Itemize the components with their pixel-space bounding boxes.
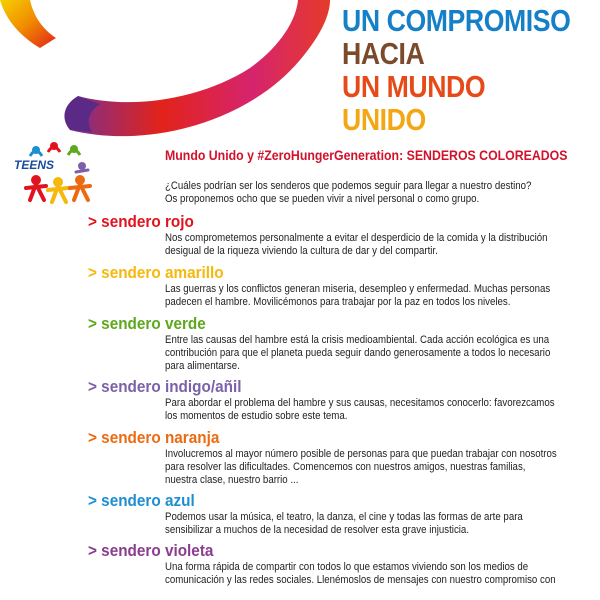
path-heading: > sendero rojo [88, 212, 194, 231]
subtitle: Mundo Unido y #ZeroHungerGeneration: SENDEROS COLOREADOS [165, 147, 568, 163]
path-section [0, 541, 600, 587]
path-description [165, 283, 596, 309]
path-description-line: Nos comprometemos personalmente a evitar el desperdicio de la comida y la distribución [165, 232, 548, 244]
intro-text [165, 180, 543, 206]
paths-list [0, 208, 600, 587]
intro-line: ¿Cuáles podrían ser los senderos que podemos seguir para llegar a nuestro destino? [165, 180, 532, 192]
path-description [165, 232, 596, 258]
path-description-line: padecen el hambre. Movilicémonos para trabajar por la paz en todos los niveles. [165, 296, 511, 308]
path-description-line: sensibilizar a muchos de la necesidad de resolver esta grave injusticia. [165, 524, 470, 536]
path-description-line: Una forma rápida de compartir con todos lo que estamos viviendo son los medios de [165, 561, 529, 573]
path-section [0, 491, 600, 537]
path-description [165, 511, 596, 537]
path-description-line: nuestra clase, nuestro barrio ... [165, 474, 299, 486]
path-description-line: Las guerras y los conflictos generan miseria, desempleo y enfermedad. Muchas personas [165, 283, 551, 295]
headline-line-4: UNIDO [342, 102, 426, 137]
path-description-line: para resolver las dificultades. Comencemos con nuestros amigos, nuestras familias, [165, 461, 526, 473]
headline-line-2: HACIA [342, 36, 425, 71]
path-heading: > sendero naranja [88, 428, 220, 447]
path-heading: > sendero azul [88, 491, 195, 510]
path-heading: > sendero indigo/añil [88, 377, 242, 396]
path-description-line: Para abordar el problema del hambre y sus causas, necesitamos conocerlo: favorezcamos [165, 397, 555, 409]
path-description [165, 334, 596, 373]
path-description [165, 561, 596, 587]
path-description-line: Involucremos al mayor número posible de personas para que puedan trabajar con nosotros [165, 448, 557, 460]
teens-logo-icon [22, 140, 102, 214]
path-description-line: comunicación y las redes sociales. Llenémoslos de mensajes con nuestro compromiso con [165, 574, 556, 586]
path-section [0, 314, 600, 373]
path-section [0, 428, 600, 487]
path-heading: > sendero verde [88, 314, 206, 333]
teens-logo-text: TEENS [14, 158, 55, 172]
intro-line: Os proponemos ocho que se pueden vivir a nivel personal o como grupo. [165, 193, 480, 205]
rainbow-swirl-graphic [0, 0, 340, 140]
path-description-line: los momentos de estudio sobre este tema. [165, 410, 348, 422]
path-heading: > sendero violeta [88, 541, 214, 560]
path-description-line: desigual de la riqueza viviendo la cultura de dar y del compartir. [165, 245, 438, 257]
path-description [165, 397, 596, 423]
path-description-line: contribución para que el planeta pueda seguir dando generosamente a todos lo necesario [165, 347, 551, 359]
path-description-line: Podemos usar la música, el teatro, la danza, el cine y todas las formas de arte para [165, 511, 523, 523]
headline-line-1: UN COMPROMISO [342, 3, 571, 38]
headline-line-3: UN MUNDO [342, 69, 486, 104]
path-section [0, 377, 600, 423]
path-description [165, 448, 596, 487]
path-description-line: para alimentarse. [165, 360, 240, 372]
path-section [0, 212, 600, 258]
path-heading: > sendero amarillo [88, 263, 224, 282]
path-description-line: Entre las causas del hambre está la crisis medioambiental. Cada acción ecológica es una [165, 334, 550, 346]
path-section [0, 263, 600, 309]
headline [342, 4, 598, 136]
